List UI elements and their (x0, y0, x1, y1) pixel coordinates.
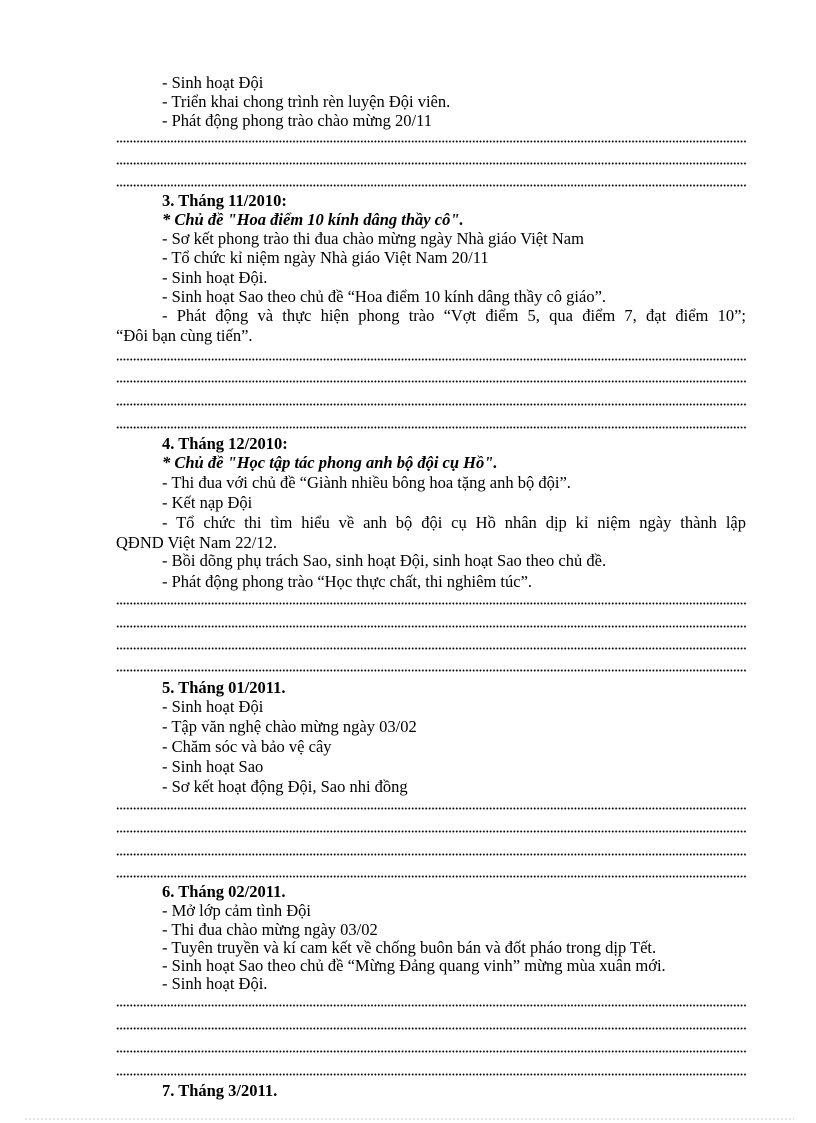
dotted-fill-line (116, 426, 746, 429)
list-item: - Tổ chức kỉ niệm ngày Nhà giáo Việt Nam 20/11 (162, 248, 489, 267)
dotted-fill-line (116, 669, 746, 672)
list-item-line: - Phát động và thực hiện phong trào “Vợt điểm 5, qua điểm 7, đạt điểm 10”; (162, 306, 746, 325)
dotted-fill-line (116, 380, 746, 383)
list-item: - Tuyên truyền và kí cam kết về chống buôn bán và đốt pháo trong dịp Tết. (162, 938, 657, 957)
list-item: - Sinh hoạt Sao theo chủ đề “Hoa điểm 10 kính dâng thầy cô giáo”. (162, 287, 607, 306)
dotted-fill-line (116, 602, 746, 605)
list-item: - Sinh hoạt Sao (162, 757, 264, 776)
list-item-line: QĐND Việt Nam 22/12. (116, 533, 277, 552)
list-item: - Sinh hoạt Sao theo chủ đề “Mừng Đảng quang vinh” mừng mùa xuân mới. (162, 956, 666, 975)
section-theme: * Chủ đề "Học tập tác phong anh bộ đội cụ Hồ". (162, 453, 498, 472)
section-heading: 6. Tháng 02/2011. (162, 882, 286, 901)
list-item: - Mở lớp cảm tình Đội (162, 901, 311, 920)
dotted-fill-line (116, 807, 746, 810)
dotted-fill-line (116, 162, 746, 165)
list-item: - Sinh hoạt Đội. (162, 974, 268, 993)
list-item: - Thi đua với chủ đề “Giành nhiều bông hoa tặng anh bộ đội”. (162, 473, 571, 492)
dotted-fill-line (116, 1004, 746, 1007)
list-item-line: “Đôi bạn cùng tiến”. (116, 326, 253, 345)
list-item: - Sinh hoạt Đội. (162, 268, 268, 287)
dotted-fill-line (116, 1050, 746, 1053)
list-item: - Kết nạp Đội (162, 493, 253, 512)
list-item: - Thi đua chào mừng ngày 03/02 (162, 920, 378, 939)
section-heading: 7. Tháng 3/2011. (162, 1081, 278, 1100)
dotted-fill-line (116, 1027, 746, 1030)
section-heading: 4. Tháng 12/2010: (162, 434, 288, 453)
dotted-fill-line (116, 625, 746, 628)
list-item: - Chăm sóc và bảo vệ cây (162, 737, 332, 756)
list-item-long (116, 513, 746, 553)
section-heading: 3. Tháng 11/2010: (162, 191, 287, 210)
dotted-fill-line (116, 358, 746, 361)
page-edge-rule (24, 1118, 794, 1120)
dotted-fill-line (116, 403, 746, 406)
list-item: - Tập văn nghệ chào mừng ngày 03/02 (162, 717, 417, 736)
list-item: - Sinh hoạt Đội (162, 73, 264, 92)
section-theme: * Chủ đề "Hoa điểm 10 kính dâng thầy cô". (162, 210, 464, 229)
list-item: - Sơ kết phong trào thi đua chào mừng ngày Nhà giáo Việt Nam (162, 229, 584, 248)
dotted-fill-line (116, 830, 746, 833)
list-item: - Sinh hoạt Đội (162, 697, 264, 716)
dotted-fill-line (116, 647, 746, 650)
list-item: - Triển khai chong trình rèn luyện Đội viên. (162, 92, 451, 111)
list-item-long (116, 306, 746, 346)
dotted-fill-line (116, 853, 746, 856)
list-item: - Phát động phong trào chào mừng 20/11 (162, 111, 433, 130)
list-item-line: - Tổ chức thi tìm hiểu về anh bộ đội cụ Hồ nhân dịp kỉ niệm ngày thành lập (162, 513, 746, 532)
dotted-fill-line (116, 184, 746, 187)
list-item: - Bồi dõng phụ trách Sao, sinh hoạt Đội, sinh hoạt Sao theo chủ đề. (162, 551, 607, 570)
list-item: - Sơ kết hoạt động Đội, Sao nhi đồng (162, 777, 408, 796)
list-item: - Phát động phong trào “Học thực chất, thi nghiêm túc”. (162, 572, 533, 591)
dotted-fill-line (116, 140, 746, 143)
dotted-fill-line (116, 1073, 746, 1076)
section-heading: 5. Tháng 01/2011. (162, 678, 286, 697)
dotted-fill-line (116, 875, 746, 878)
